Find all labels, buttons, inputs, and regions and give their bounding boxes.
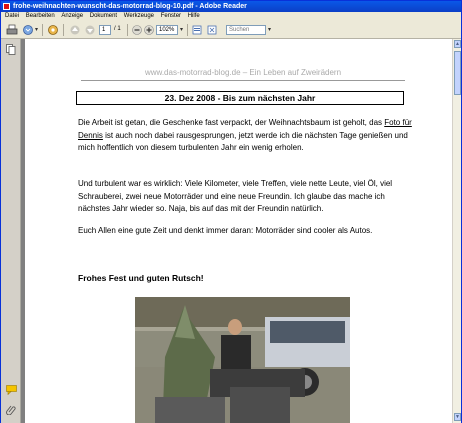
zoom-in-icon[interactable]: [143, 24, 155, 36]
comments-panel-icon[interactable]: [6, 385, 17, 395]
title-bar[interactable]: [1, 1, 461, 12]
pages-panel-icon[interactable]: [6, 44, 16, 55]
post-date-title: 23. Dez 2008 - Bis zum nächsten Jahr: [76, 91, 404, 105]
page-number-input[interactable]: 1: [99, 25, 111, 35]
pdf-page: [25, 39, 452, 423]
print-icon[interactable]: [6, 24, 18, 36]
search-input[interactable]: Suchen: [226, 25, 266, 35]
menu-edit[interactable]: Bearbeiten: [25, 13, 55, 19]
fit-page-icon[interactable]: [206, 24, 218, 36]
navigation-pane: [1, 39, 21, 423]
search-dropdown-icon[interactable]: ▾: [267, 27, 271, 33]
fit-width-icon[interactable]: [191, 24, 203, 36]
scroll-down-icon[interactable]: ▼: [455, 414, 460, 420]
menu-tools[interactable]: Werkzeuge: [123, 13, 155, 19]
paragraph-2: Und turbulent war es wirklich: Viele Kilometer, viele Treffen, viele nette Leute, viel Öl, viel Schrauberei, zwei neue Motorräder und eine neue Freundin. Ich glaube das mache ich nächstes Jahr wieder so. Naja, bis auf das mit der Freundin natürlich.: [78, 179, 393, 213]
toolbar-separator: [187, 24, 188, 36]
menu-help[interactable]: Hilfe: [187, 13, 200, 19]
menu-file[interactable]: Datei: [5, 13, 20, 19]
menu-bar: [1, 12, 461, 21]
greeting-heading: Frohes Fest und guten Rutsch!: [78, 273, 204, 283]
window-title: frohe-weihnachten-wunscht-das-motorrad-blog-10.pdf - Adobe Reader: [13, 3, 247, 10]
paragraph-1-text-start: Die Arbeit ist getan, die Geschenke fast verpackt, der Weihnachtsbaum ist geholt, das: [78, 118, 385, 127]
paragraph-1-text-end: ist auch noch dabei rausgesprungen, jetzt werde ich die nächsten Tage genießen und mich hoffentlich von diesem turbulenten Jahr ein wenig erholen.: [78, 130, 408, 152]
document-viewport[interactable]: [21, 39, 452, 423]
zoom-out-icon[interactable]: [131, 24, 143, 36]
vertical-scrollbar[interactable]: [452, 39, 461, 423]
menu-document[interactable]: Dokument: [89, 13, 118, 19]
page-total-label: / 1: [114, 26, 121, 32]
attachments-panel-icon[interactable]: [6, 404, 17, 415]
zoom-level-input[interactable]: 102%: [156, 25, 178, 35]
previous-page-icon[interactable]: [69, 24, 81, 36]
menu-view[interactable]: Anzeige: [61, 13, 84, 19]
toolbar-separator: [63, 24, 64, 36]
next-page-icon[interactable]: [84, 24, 96, 36]
zoom-dropdown-icon[interactable]: ▾: [179, 27, 183, 33]
christmas-tree-motorcycle-photo: [135, 297, 350, 423]
photo-image: [135, 297, 350, 423]
toolbar-separator: [127, 24, 128, 36]
scroll-up-icon[interactable]: ▲: [455, 41, 460, 47]
photo-for-dennis-link[interactable]: Foto für Dennis: [78, 118, 412, 140]
adobe-reader-icon: [3, 3, 10, 10]
toolbar: [1, 21, 461, 39]
paragraph-3: Euch Allen eine gute Zeit und denkt immer daran: Motorräder sind cooler als Autos.: [78, 226, 373, 235]
page-header: www.das-motorrad-blog.de – Ein Leben auf Zweirädern: [81, 68, 405, 81]
paragraph-1: [78, 117, 413, 155]
toolbar-separator: [42, 24, 43, 36]
email-dropdown-icon[interactable]: ▾: [34, 27, 38, 33]
hand-tool-icon[interactable]: [47, 24, 59, 36]
menu-window[interactable]: Fenster: [160, 13, 182, 19]
scrollbar-thumb[interactable]: [454, 51, 461, 95]
